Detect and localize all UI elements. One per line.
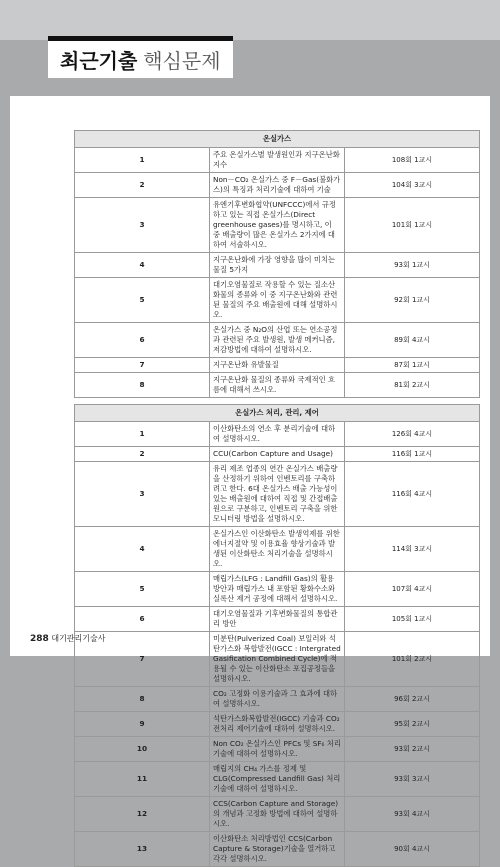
top-band [0, 0, 500, 40]
table-row [75, 278, 480, 323]
exam-reference: 89회 4교시 [345, 323, 480, 358]
row-number: 8 [75, 373, 210, 398]
question-text: 온실가스 중 N₂O의 산업 또는 연소공정과 관련된 주요 발생원, 발생 메커니즘, 저감방법에 대하여 설명하시오. [210, 323, 345, 358]
table-row [75, 687, 480, 712]
question-text: CCU(Carbon Capture and Usage) [210, 447, 345, 462]
exam-reference: 93회 4교시 [345, 797, 480, 832]
row-number: 8 [75, 687, 210, 712]
exam-reference: 93회 1교시 [345, 253, 480, 278]
section-header [75, 131, 480, 148]
question-text: 지구온난화 유발물질 [210, 358, 345, 373]
question-text: 지구온난화에 가장 영향을 많이 미치는 물질 5가지 [210, 253, 345, 278]
exam-reference: 93회 3교시 [345, 762, 480, 797]
row-number: 2 [75, 447, 210, 462]
row-number: 1 [75, 148, 210, 173]
exam-reference: 105회 1교시 [345, 607, 480, 632]
question-text: 유엔기후변화협약(UNFCCC)에서 규정하고 있는 직접 온실가스(Direct greenhouse gases)를 명시하고, 이 중 배출량이 많은 온실가스 2가지에 대하여 서술하시오. [210, 198, 345, 253]
table-row [75, 527, 480, 572]
exam-reference: 93회 2교시 [345, 737, 480, 762]
table-row [75, 737, 480, 762]
row-number: 7 [75, 632, 210, 687]
row-number: 4 [75, 253, 210, 278]
table-row [75, 762, 480, 797]
exam-reference: 92회 1교시 [345, 278, 480, 323]
table-row [75, 797, 480, 832]
question-text: Non－CO₂ 온실가스 중 F－Gas(불화가스)의 특징과 처리기술에 대하여 기술 [210, 173, 345, 198]
question-text: 미분탄(Pulverized Coal) 보일러와 석탄가스화 복합발전(IGCC : Intergrated Gasification Combined Cycle)에 적용될 수 있는 이산화탄소 포집공정들을 설명하시오. [210, 632, 345, 687]
table-row [75, 712, 480, 737]
row-number: 6 [75, 323, 210, 358]
row-number: 2 [75, 173, 210, 198]
questions-table [74, 130, 480, 867]
exam-reference: 126회 4교시 [345, 422, 480, 447]
row-number: 5 [75, 572, 210, 607]
question-text: 매립지의 CH₄ 가스를 정제 및 CLG(Compressed Landfill Gas) 처리기술에 대하여 설명하시오. [210, 762, 345, 797]
question-text: 대기오염물질과 기후변화물질의 통합관리 방안 [210, 607, 345, 632]
table-row [75, 148, 480, 173]
exam-reference: 95회 2교시 [345, 712, 480, 737]
question-text: CO₂ 고정화 이용기술과 그 효과에 대하여 설명하시오. [210, 687, 345, 712]
section-title: 온실가스 [75, 131, 480, 148]
row-number: 1 [75, 422, 210, 447]
section-title-box [48, 36, 233, 78]
section-spacer [75, 398, 480, 405]
exam-reference: 104회 3교시 [345, 173, 480, 198]
question-text: 유리 제조 업종의 연간 온실가스 배출량을 산정하기 위하여 인벤토리를 구축하려고 한다. 6대 온실가스 배출 가능성이 있는 배출원에 대하여 직접 및 간접배출원으로 구분하고, 인벤토리 구축을 위한 모니터링 방법을 설명하시오. [210, 462, 345, 527]
table-row [75, 572, 480, 607]
row-number: 6 [75, 607, 210, 632]
content-area [20, 120, 490, 863]
exam-reference: 116회 1교시 [345, 447, 480, 462]
exam-reference: 96회 2교시 [345, 687, 480, 712]
table-row [75, 607, 480, 632]
exam-reference: 87회 1교시 [345, 358, 480, 373]
table-row [75, 422, 480, 447]
table-row [75, 173, 480, 198]
table-row [75, 632, 480, 687]
question-text: 온실가스인 이산화탄소 발생억제를 위한 에너지절약 및 이용효율 향상기술과 발생된 이산화탄소 처리기술을 설명하시오. [210, 527, 345, 572]
question-text: 매립가스(LFG : Landfill Gas)의 활용 방안과 매립가스 내 포함된 황화수소와 실록산 제거 공정에 대해서 설명하시오. [210, 572, 345, 607]
question-text: Non CO₂ 온실가스인 PFCs 및 SF₆ 처리기술에 대하여 설명하시오. [210, 737, 345, 762]
row-number: 4 [75, 527, 210, 572]
exam-reference: 101회 1교시 [345, 198, 480, 253]
title-light: 핵심문제 [143, 49, 221, 73]
row-number: 11 [75, 762, 210, 797]
question-text: 대기오염물질로 작용할 수 있는 질소산화물의 종류와 이 중 지구온난화와 관련된 물질의 주요 배출원에 대해 설명하시오. [210, 278, 345, 323]
section-header [75, 405, 480, 422]
table-row [75, 373, 480, 398]
question-text: 이산화탄소 처리방법인 CCS(Carbon Capture & Storage)기술을 열거하고 각각 설명하시오. [210, 832, 345, 867]
table-row [75, 198, 480, 253]
page-number: 288 [30, 634, 49, 644]
table-row [75, 358, 480, 373]
footer [30, 633, 105, 644]
exam-reference: 107회 4교시 [345, 572, 480, 607]
table-row [75, 323, 480, 358]
table-row [75, 253, 480, 278]
question-text: 주요 온실가스별 발생원인과 지구온난화지수 [210, 148, 345, 173]
exam-reference: 101회 2교시 [345, 632, 480, 687]
row-number: 13 [75, 832, 210, 867]
question-text: 이산화탄소의 연소 후 분리기술에 대하여 설명하시오. [210, 422, 345, 447]
exam-reference: 114회 3교시 [345, 527, 480, 572]
row-number: 12 [75, 797, 210, 832]
question-text: 석탄가스화복합발전(IGCC) 기술과 CO₂ 전처리 제어기술에 대하여 설명하시오. [210, 712, 345, 737]
row-number: 3 [75, 198, 210, 253]
exam-reference: 81회 2교시 [345, 373, 480, 398]
page [10, 96, 490, 863]
table-row [75, 447, 480, 462]
row-number: 9 [75, 712, 210, 737]
exam-reference: 108회 1교시 [345, 148, 480, 173]
section-title: 온실가스 처리, 관리, 제어 [75, 405, 480, 422]
exam-reference: 90회 4교시 [345, 832, 480, 867]
exam-reference: 116회 4교시 [345, 462, 480, 527]
book-title: 대기관리기술사 [51, 634, 106, 643]
table-row [75, 462, 480, 527]
row-number: 10 [75, 737, 210, 762]
row-number: 3 [75, 462, 210, 527]
row-number: 7 [75, 358, 210, 373]
row-number: 5 [75, 278, 210, 323]
title-bold: 최근기출 [60, 49, 138, 73]
question-text: 지구온난화 물질의 종류와 국제적인 흐름에 대해서 쓰시오. [210, 373, 345, 398]
table-row [75, 832, 480, 867]
question-text: CCS(Carbon Capture and Storage)의 개념과 고정화 방법에 대하여 설명하시오. [210, 797, 345, 832]
